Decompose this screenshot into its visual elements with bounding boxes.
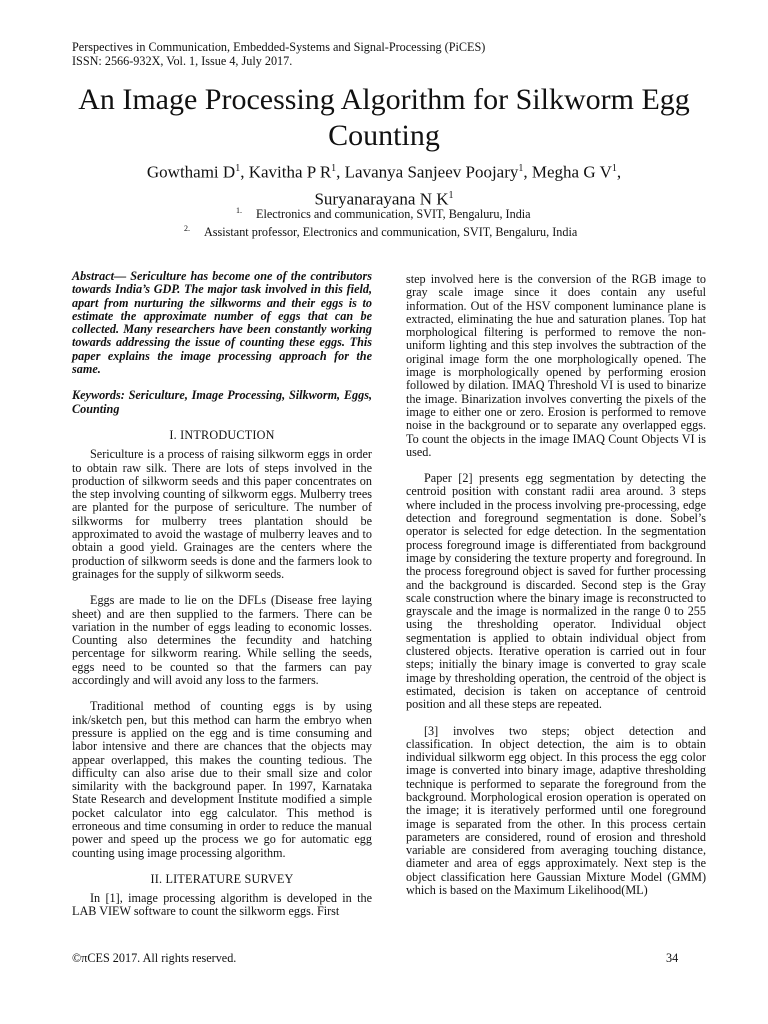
author-affiliation-mark: 1 <box>331 163 337 174</box>
author-affiliation-mark: 1 <box>518 163 524 174</box>
author-affiliation-mark: 1 <box>235 163 241 174</box>
section-heading-literature-survey: II. LITERATURE SURVEY <box>150 871 294 886</box>
abstract <box>72 270 372 376</box>
copyright-notice: ©πCES 2017. All rights reserved. <box>72 951 237 965</box>
affiliation-2 <box>184 222 577 239</box>
paragraph: Paper [2] presents egg segmentation by detecting the centroid position with constant radii area around. 3 steps where included in the process involving pre-processing, edge detection and foreground segmentation is done. Sobel’s operator is selected for edge detection. In the segmentation process foreground image is differentiated from background image by considering the texture property and foreground. In the process foreground object is saved for further processing and the background is discarded. Second step is the Gray scale construction where the binary image is reconstructed to grayscale and the image is normalized in the range 0 to 255 using the thresholding operator. Individual object segmentation is applied to obtain individual object from clustered objects. Iterative operation is carried out in four steps; initially the binary image is converted to gray scale image by thresholding operation, the centroid of the object is estimated, decision is taken on acceptance of centroid position and all these steps are repeated. <box>406 471 706 712</box>
affiliation-mark: 1. <box>236 206 242 215</box>
journal-line: Perspectives in Communication, Embedded-Systems and Signal-Processing (PiCES) <box>72 40 486 54</box>
author-line-1: Gowthami $D^1$, Kavitha P $R^1$, Lavanya Sanjeev Poojary$^1$, Megha G $V^1$, <box>146 162 622 182</box>
affiliation-text: Assistant professor, Electronics and communication, SVIT, Bengaluru, India <box>204 225 578 240</box>
keywords-label: Keywords: <box>72 388 125 403</box>
left-column <box>72 270 372 932</box>
author-name: Kavitha P R <box>248 162 332 182</box>
running-head <box>72 40 485 68</box>
section-heading-introduction: I. INTRODUCTION <box>169 427 275 442</box>
author-affiliation-mark: 1 <box>611 163 617 174</box>
author-name: Lavanya Sanjeev Poojary <box>344 162 519 182</box>
issn-line: ISSN: 2566-932X, Vol. 1, Issue 4, July 2017. <box>72 54 293 68</box>
keywords <box>72 389 372 416</box>
keywords-text: Sericulture, Image Processing, Silkworm, Eggs, Counting <box>72 388 372 416</box>
author-name: Suryanarayana N K <box>314 189 449 209</box>
paragraph: Traditional method of counting eggs is by using ink/sketch pen, but this method can harm the embryo when pressure is applied on the egg and is time consuming and labor intensive and there are chances that the objects may appear overlapped, this makes the counting tedious. The difficulty can also arise due to their small size and color similarity with the background paper. In 1997, Karnataka State Research and development Institute modified a simple pocket calculator into egg calculator. This method is erroneous and time consuming in order to reduce the manual power and speed up the process we go for automatic egg counting using image processing algorithm. <box>72 699 372 860</box>
paragraph: Sericulture is a process of raising silkworm eggs in order to obtain raw silk. There are lots of steps involved in the production of silkworm seeds and this paper concentrates on the step involving counting of silkworm eggs. Mulberry trees are planted for the purpose of sericulture. The number of silkworms for mulberry trees plantation should be approximated to avoid the wastage of mulberry leaves and to obtain a good yield. Grainages are the centers where the production of silkworm seeds is done and the farmers look to grainages for the supply of silkworm seeds. <box>72 447 372 581</box>
author-list <box>60 157 708 210</box>
affiliation-1 <box>236 204 531 221</box>
paragraph: In [1], image processing algorithm is developed in the LAB VIEW software to count the silkworm eggs. First <box>72 891 372 919</box>
abstract-text: Sericulture has become one of the contributors towards India’s GDP. The major task involved in this field, apart from nurturing the silkworms and their eggs is to estimate the approximate number of eggs that can be collected. Many researchers have been constantly working towards addressing the issue of counting these eggs. This paper explains the image processing approach for the same. <box>72 269 373 377</box>
paragraph: Eggs are made to lie on the DFLs (Disease free laying sheet) and are then supplied to the farmers. There can be variation in the number of eggs leading to economic losses. Counting also determines the fecundity and hatching percentage for silkworm rearing. While selling the seeds, eggs need to be counted so that the farmers can pay accordingly and will avoid any loss to the farmers. <box>72 593 372 688</box>
affiliation-text: Electronics and communication, SVIT, Bengaluru, India <box>256 207 531 222</box>
right-column <box>406 273 706 910</box>
affiliation-mark: 2. <box>184 224 190 233</box>
paragraph: [3] involves two steps; object detection and classification. In object detection, the aim is to obtain individual silkworm egg object. In this process the egg color image is converted into binary image, adaptive thresholding technique is performed to separate the foreground from the background. Morphological erosion operation is operated on the image; it is iteratively performed until one foreground image is separated from the other. In this process certain parameters are considered, round of erosion and threshold variable are considered from averaging touching distance, diameter and area of eggs approximately. Next step is the object classification here Gaussian Mixture Model (GMM) which is based on the Maximum Likelihood(ML) <box>406 723 706 898</box>
author-name: Gowthami D <box>146 162 236 182</box>
page-number: 34 <box>666 951 679 965</box>
paper-title: An Image Processing Algorithm for Silkworm Egg Counting <box>78 83 690 152</box>
author-affiliation-mark: 1 <box>448 189 454 201</box>
paragraph: step involved here is the conversion of the RGB image to gray scale image since it does contain any useful information. Out of the HSV component luminance plane is extracted, eliminating the hue and saturation planes. Top hat morphological filtering is performed to remove the non-uniform lighting and this step involves the subtraction of the original image form the one morphologically opened. The image is morphologically opened by performing erosion followed by dilation. IMAQ Threshold VI is used to binarize the image. Binarization involves converting the pixels of the image to either one or zero. Erosion is performed to remove noise in the background or to separate any overlapped eggs. To count the objects in the image IMAQ Count Objects VI is used. <box>406 272 706 459</box>
abstract-label: Abstract— <box>72 269 127 283</box>
author-name: Megha G V <box>531 162 612 182</box>
